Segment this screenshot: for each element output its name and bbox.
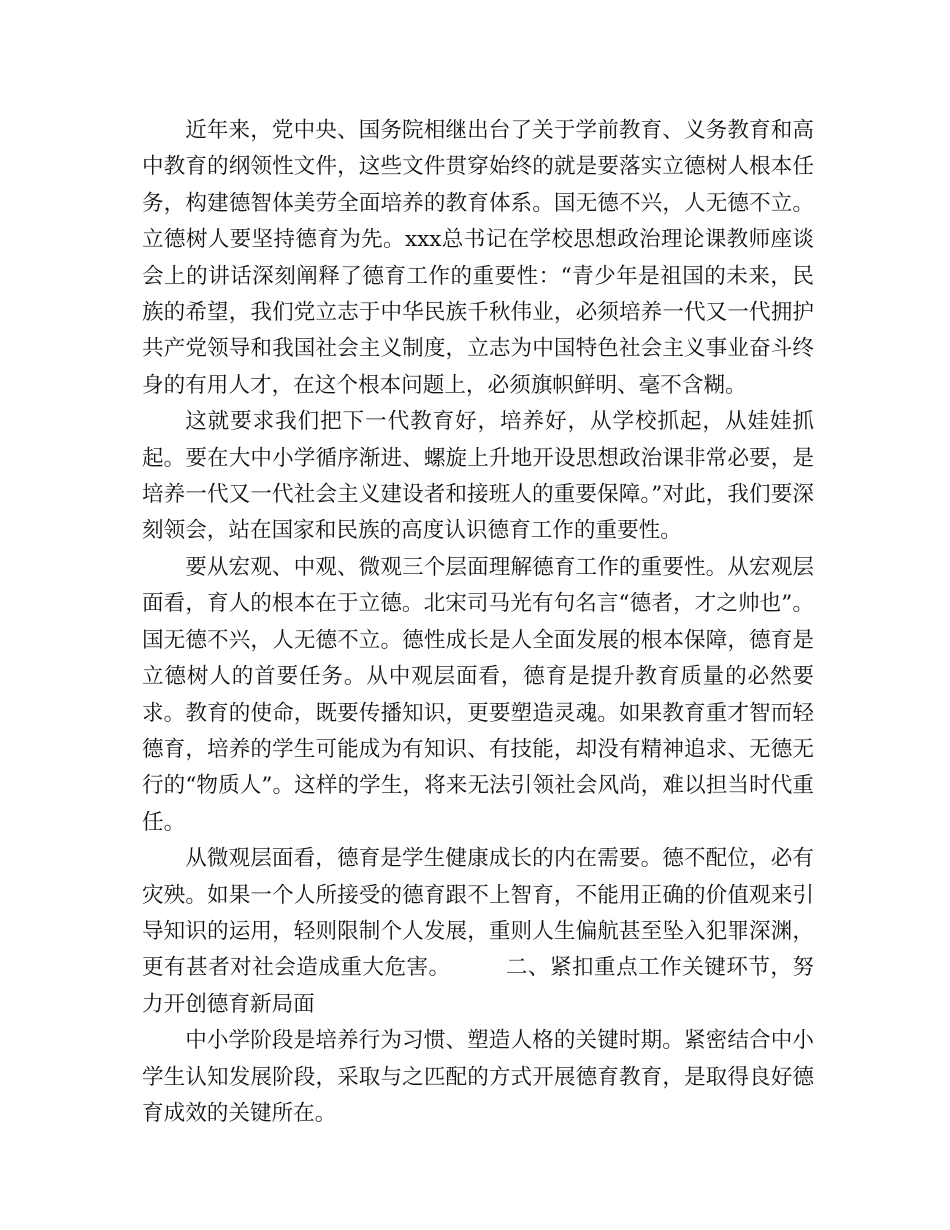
paragraph-2: 这就要求我们把下一代教育好，培养好，从学校抓起，从娃娃抓起。要在大中小学循序渐进、螺旋上升地开设思想政治课非常必要，是培养一代又一代社会主义建设者和接班人的重要保障。”对此，我们要深刻领会，站在国家和民族的高度认识德育工作的重要性。 bbox=[142, 409, 814, 544]
paragraph-4: 从微观层面看，德育是学生健康成长的内在需要。德不配位，必有灾殃。如果一个人所接受的德育跟不上智育，不能用正确的价值观来引导知识的运用，轻则限制个人发展，重则人生偏航甚至坠入犯罪深渊，更有甚者对社会造成重大危害。 二、紧扣重点工作关键环节，努力开创德育新局面 bbox=[142, 846, 814, 1017]
paragraph-3: 要从宏观、中观、微观三个层面理解德育工作的重要性。从宏观层面看，育人的根本在于立德。北宋司马光有句名言“德者，才之帅也”。国无德不兴，人无德不立。德性成长是人全面发展的根本保障，德育是立德树人的首要任务。从中观层面看，德育是提升教育质量的必然要求。教育的使命，既要传播知识，更要塑造灵魂。如果教育重才智而轻德育，培养的学生可能成为有知识、有技能，却没有精神追求、无德无行的“物质人”。这样的学生，将来无法引领社会风尚，难以担当时代重任。 bbox=[142, 554, 814, 835]
document-page bbox=[142, 113, 814, 1132]
paragraph-1: 近年来，党中央、国务院相继出台了关于学前教育、义务教育和高中教育的纲领性文件，这些文件贯穿始终的就是要落实立德树人根本任务，构建德智体美劳全面培养的教育体系。国无德不兴，人无德不立。立德树人要坚持德育为先。xxx总书记在学校思想政治理论课教师座谈会上的讲话深刻阐释了德育工作的重要性：“青少年是祖国的未来，民族的希望，我们党立志于中华民族千秋伟业，必须培养一代又一代拥护共产党领导和我国社会主义制度，立志为中国特色社会主义事业奋斗终身的有用人才，在这个根本问题上，必须旗帜鲜明、毫不含糊。 bbox=[142, 118, 814, 398]
paragraph-5: 中小学阶段是培养行为习惯、塑造人格的关键时期。紧密结合中小学生认知发展阶段，采取与之匹配的方式开展德育教育，是取得良好德育成效的关键所在。 bbox=[142, 1028, 814, 1126]
